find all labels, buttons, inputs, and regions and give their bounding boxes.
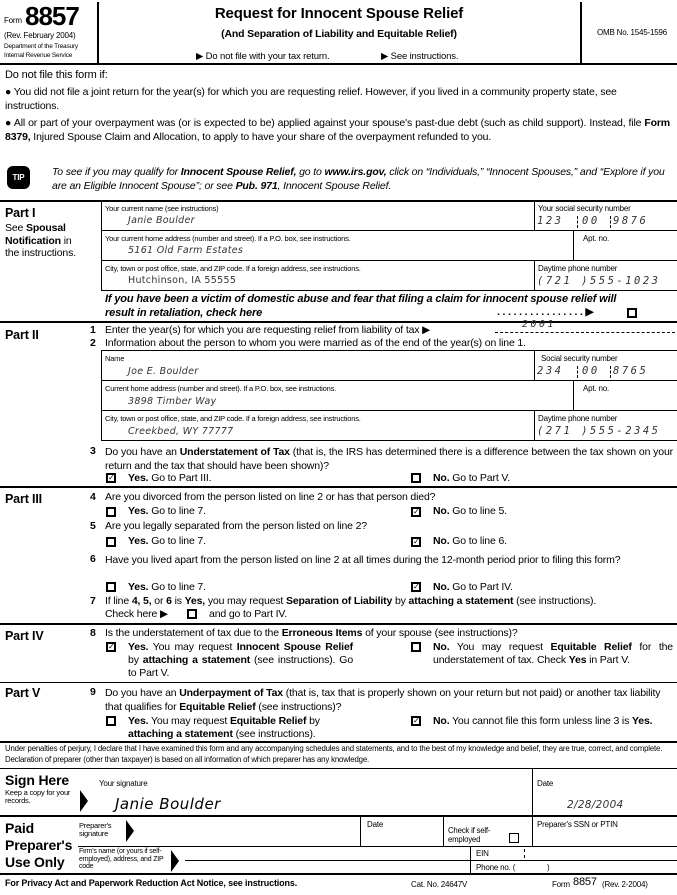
line-9-no-label bbox=[433, 715, 673, 728]
text-segment: Yes. bbox=[128, 472, 149, 484]
text-segment: (see instructions). bbox=[513, 595, 597, 607]
text-segment: No. bbox=[433, 581, 450, 593]
footer-revision: (Rev. 2-2004) bbox=[602, 880, 648, 889]
text-segment: , Innocent Spouse Relief. bbox=[277, 180, 392, 192]
revision: (Rev. February 2004) bbox=[4, 31, 76, 40]
line-4-yes-checkbox[interactable] bbox=[106, 507, 116, 517]
name-field[interactable]: Janie Boulder bbox=[128, 215, 195, 226]
text-segment: is bbox=[171, 595, 185, 607]
irs: Internal Revenue Service bbox=[4, 52, 73, 59]
abuse-leader: . . . . . . . . . . . . . . . . ▶ bbox=[497, 306, 594, 318]
text-segment: Go to line 6. bbox=[449, 535, 507, 547]
text-segment: (that is, the IRS has determined there is a difference between the tax shown on your return and the tax that should have been shown)? bbox=[105, 446, 673, 472]
line-5-no-label bbox=[433, 535, 507, 547]
self-employed-label: Check if self-employed bbox=[448, 826, 491, 844]
text-segment: Yes. bbox=[128, 715, 149, 727]
line-2-text: Information about the person to whom you were married as of the end of the year(s) on line 1. bbox=[105, 337, 526, 349]
line-7-checkbox[interactable] bbox=[187, 609, 197, 619]
spouse-apt-label: Apt. no. bbox=[583, 384, 609, 393]
text-segment: or bbox=[151, 595, 167, 607]
text-segment: go to bbox=[296, 166, 325, 178]
keep-copy-note: Keep a copy for your records. bbox=[5, 788, 71, 805]
line-5-yes-label bbox=[128, 535, 206, 547]
text-segment: Equitable Relief bbox=[550, 641, 632, 653]
text-segment: by bbox=[306, 715, 320, 727]
line-6-no-checkbox[interactable] bbox=[411, 582, 421, 592]
perjury-statement: Under penalties of perjury, I declare that I have examined this form and any accompanying schedules and statements, and to the best of my knowledge and belief, they are true, correct, and complete. Declaration of preparer (other than taxpayer) is based on all information of which preparer has any knowledge. bbox=[5, 744, 663, 764]
text-segment: Go to Part III. bbox=[148, 472, 212, 484]
form-subtitle: (And Separation of Liability and Equitable Relief) bbox=[221, 28, 457, 40]
spouse-phone-field[interactable]: (271 )555-2345 bbox=[537, 425, 661, 437]
text-segment: Go to Part IV. bbox=[449, 581, 513, 593]
text-segment: No. bbox=[433, 472, 450, 484]
text-segment: in the instructions. bbox=[5, 234, 76, 259]
line-3-yes-label bbox=[128, 472, 211, 484]
text-segment: You may request bbox=[148, 641, 237, 653]
text-segment: Yes. bbox=[128, 581, 149, 593]
tip-text bbox=[52, 165, 672, 193]
line-9-no-checkbox[interactable] bbox=[411, 716, 421, 726]
paid-preparer-title: Paid Preparer's Use Only bbox=[5, 820, 73, 870]
text-segment: Separation of Liability bbox=[285, 595, 393, 607]
do-not-file-note: ▶ Do not file with your tax return. bbox=[196, 51, 330, 62]
text-segment: You may request bbox=[449, 641, 551, 653]
city-field[interactable]: Hutchinson, IA 55555 bbox=[128, 275, 237, 286]
spouse-ssn-part1[interactable]: 234 bbox=[537, 365, 564, 377]
part-5-label: Part V bbox=[5, 686, 41, 700]
spouse-ssn-part2[interactable]: 00 bbox=[582, 365, 600, 377]
line-7-check-here: Check here ▶ bbox=[105, 608, 168, 620]
line-6-question: Have you lived apart from the person listed on line 2 at all times during the 12-month period prior to filing this form? bbox=[105, 554, 621, 566]
privacy-notice: For Privacy Act and Paperwork Reduction Act Notice, see instructions. bbox=[5, 878, 298, 888]
text-segment: Equitable Relief bbox=[229, 715, 307, 727]
line-4-no-label bbox=[433, 505, 507, 517]
city-label: City, town or post office, state, and ZIP code. If a foreign address, see instructions. bbox=[105, 264, 361, 273]
preparer-date-label: Date bbox=[367, 820, 384, 829]
text-segment: (see instructions)? bbox=[255, 701, 342, 713]
text-segment: Pub. 971 bbox=[235, 180, 278, 192]
text-segment: Injured Spouse Claim and Allocation, to apply to have your share of the overpayment refunded to you. bbox=[30, 131, 492, 143]
text-segment: Yes. bbox=[128, 505, 149, 517]
text-segment: Underpayment of Tax bbox=[179, 687, 283, 699]
line-9-yes-checkbox[interactable] bbox=[106, 716, 116, 726]
part-1-note bbox=[5, 222, 85, 260]
text-segment: Spousal Notification bbox=[5, 222, 66, 247]
ein-label: EIN bbox=[476, 849, 489, 858]
line-3-yes-checkbox[interactable] bbox=[106, 473, 116, 483]
text-segment: You may request bbox=[148, 715, 230, 727]
text-segment: Yes. bbox=[128, 641, 149, 653]
text-segment: No. bbox=[433, 715, 450, 727]
text-segment: Yes, bbox=[184, 595, 206, 607]
ssn-part1[interactable]: 123 bbox=[537, 215, 564, 227]
self-employed-checkbox[interactable] bbox=[509, 833, 519, 843]
spouse-city-label: City, town or post office, state, and ZIP code. If a foreign address, see instructions. bbox=[105, 414, 361, 423]
text-segment: by bbox=[128, 654, 143, 666]
bullet-overpayment bbox=[5, 116, 670, 144]
line-8-yes-checkbox[interactable] bbox=[106, 642, 116, 652]
line-6-number: 6 bbox=[90, 553, 96, 565]
line-9-yes-label bbox=[128, 715, 363, 741]
line-9-number: 9 bbox=[90, 686, 96, 698]
preparer-phone-label: Phone no. ( bbox=[476, 863, 516, 872]
spouse-name-label: Name bbox=[105, 354, 125, 363]
form-title: Request for Innocent Spouse Relief bbox=[214, 5, 464, 22]
sign-date-label: Date bbox=[537, 779, 554, 788]
part-2-label: Part II bbox=[5, 328, 39, 342]
text-segment: No. bbox=[433, 505, 450, 517]
text-segment: Form 8379, bbox=[5, 117, 670, 143]
text-segment: www.irs.gov, bbox=[324, 166, 387, 178]
text-segment: Erroneous Items bbox=[281, 627, 363, 639]
text-segment: You cannot file this form unless line 3 is bbox=[449, 715, 632, 727]
line-3-no-label bbox=[433, 472, 510, 484]
text-segment: click on “Individuals,” “Innocent Spouses,” and “Explore if you are an Eligible Innocent Spouse”; or see bbox=[52, 166, 665, 192]
ssn-part3[interactable]: 9876 bbox=[613, 215, 649, 227]
text-segment: To see if you may qualify for bbox=[52, 166, 181, 178]
text-segment: Go to line 7. bbox=[148, 581, 206, 593]
form-label: Form bbox=[4, 16, 22, 25]
text-segment: Go to line 7. bbox=[148, 505, 206, 517]
address-label: Your current home address (number and street). If a P.O. box, see instructions. bbox=[105, 234, 351, 243]
text-segment: Do you have an bbox=[105, 687, 180, 699]
sign-here-title: Sign Here bbox=[5, 772, 70, 788]
text-segment: in Part V. bbox=[586, 654, 630, 666]
text-segment: (that is, tax that is properly shown on your return but not paid) or another tax liability that qualifies for bbox=[105, 687, 661, 713]
text-segment: No. bbox=[433, 641, 450, 653]
spouse-phone-label: Daytime phone number bbox=[538, 414, 618, 423]
name-label: Your current name (see instructions) bbox=[105, 204, 219, 213]
abuse-text: If you have been a victim of domestic abuse and fear that filing a claim for innocent spouse relief will result in retaliation, check here bbox=[105, 293, 617, 319]
line-4-question: Are you divorced from the person listed on line 2 or has that person died? bbox=[105, 491, 436, 503]
preparer-signature-label: Preparer's signature bbox=[79, 821, 112, 838]
phone-label: Daytime phone number bbox=[538, 264, 618, 273]
text-segment: (see instructions). bbox=[232, 728, 316, 740]
line-2-number: 2 bbox=[90, 337, 96, 349]
phone-field[interactable]: (721 )555-1023 bbox=[537, 275, 661, 287]
footer-form-label: Form bbox=[552, 880, 570, 889]
line-3-number: 3 bbox=[90, 445, 96, 457]
signature-field[interactable]: Janie Boulder bbox=[115, 795, 221, 813]
preparer-arrow-icon bbox=[126, 820, 134, 842]
line-4-yes-label bbox=[128, 505, 206, 517]
line-3-no-checkbox[interactable] bbox=[411, 473, 421, 483]
text-segment: attaching a statement bbox=[128, 728, 233, 740]
text-segment: attaching a statement bbox=[142, 654, 251, 666]
text-segment: Go to line 5. bbox=[449, 505, 507, 517]
line-4-no-checkbox[interactable] bbox=[411, 507, 421, 517]
line-5-no-checkbox[interactable] bbox=[411, 537, 421, 547]
text-segment: No. bbox=[433, 535, 450, 547]
spouse-ssn-part3[interactable]: 8765 bbox=[613, 365, 649, 377]
line-8-no-label bbox=[433, 641, 673, 667]
text-segment: for the understatement of tax. Check bbox=[433, 641, 673, 666]
address-field[interactable]: 5161 Old Farm Estates bbox=[128, 245, 244, 256]
text-segment: See bbox=[5, 222, 26, 234]
firm-name-label: Firm's name (or yours if self-employed), address, and ZIP code bbox=[79, 848, 164, 870]
spouse-ssn-label: Social security number bbox=[541, 354, 618, 363]
text-segment: If line bbox=[105, 595, 132, 607]
preparer-phone-close: ) bbox=[547, 863, 550, 872]
footer-form-number: 8857 bbox=[573, 876, 597, 888]
do-not-file-heading: Do not file this form if: bbox=[5, 69, 108, 81]
text-segment: Yes bbox=[568, 654, 587, 666]
text-segment: ● All or part of your overpayment was (or is expected to be) applied against your spouse's past-due debt (such as child support). Instead, file bbox=[5, 117, 645, 129]
part-1-label: Part I bbox=[5, 206, 36, 220]
text-segment: 6 bbox=[166, 595, 172, 607]
line-8-yes-label bbox=[128, 641, 353, 680]
line-9-question bbox=[105, 686, 673, 714]
dept: Department of the Treasury bbox=[4, 43, 78, 50]
tax-year-field[interactable]: 2001 bbox=[522, 319, 557, 330]
sign-arrow-icon bbox=[80, 790, 88, 812]
line-3-question bbox=[105, 445, 673, 473]
text-segment: Do you have an bbox=[105, 446, 180, 458]
text-segment: attaching a statement bbox=[408, 595, 514, 607]
part-4-label: Part IV bbox=[5, 629, 44, 643]
text-segment: you may request bbox=[205, 595, 286, 607]
line-6-yes-label bbox=[128, 581, 206, 593]
text-segment: Yes. bbox=[128, 535, 149, 547]
line-6-no-label bbox=[433, 581, 513, 593]
line-4-number: 4 bbox=[90, 491, 96, 503]
spouse-name-field[interactable]: Joe E. Boulder bbox=[128, 366, 199, 377]
text-segment: Is the understatement of tax due to the bbox=[105, 627, 282, 639]
line-5-yes-checkbox[interactable] bbox=[106, 537, 116, 547]
text-segment: Go to Part V. bbox=[449, 472, 511, 484]
catalog-number: Cat. No. 24647V bbox=[411, 880, 468, 889]
text-segment: Yes. bbox=[631, 715, 653, 727]
line-8-question bbox=[105, 627, 518, 639]
spouse-city-field[interactable]: Creekbed, WY 77777 bbox=[128, 426, 234, 437]
bullet-joint-return bbox=[5, 85, 670, 113]
text-segment: Innocent Spouse Relief bbox=[236, 641, 353, 653]
spouse-address-label: Current home address (number and street). If a P.O. box, see instructions. bbox=[105, 384, 337, 393]
line-5-question: Are you legally separated from the person listed on line 2? bbox=[105, 520, 367, 532]
text-segment: by bbox=[392, 595, 409, 607]
line-5-number: 5 bbox=[90, 520, 96, 532]
firm-arrow-icon bbox=[171, 850, 179, 872]
text-segment: ● You did not file a joint return for the year(s) for which you are requesting relief. However, if you lived in a community property state, see instructions. bbox=[5, 86, 617, 112]
text-segment: 4, 5, bbox=[131, 595, 152, 607]
apt-label: Apt. no. bbox=[583, 234, 609, 243]
spouse-address-field[interactable]: 3898 Timber Way bbox=[128, 396, 217, 407]
abuse-checkbox[interactable] bbox=[627, 308, 637, 318]
line-7-number: 7 bbox=[90, 595, 96, 607]
text-segment: Understatement of Tax bbox=[179, 446, 290, 458]
line-7-after: and go to Part IV. bbox=[209, 608, 288, 620]
preparer-ssn-label: Preparer's SSN or PTIN bbox=[537, 820, 618, 829]
signature-label: Your signature bbox=[99, 779, 148, 788]
line-1-text: Enter the year(s) for which you are requesting relief from liability of tax ▶ bbox=[105, 324, 431, 336]
omb-number: OMB No. 1545-1596 bbox=[597, 28, 667, 37]
text-segment: Go to line 7. bbox=[148, 535, 206, 547]
text-segment: Innocent Spouse Relief, bbox=[180, 166, 297, 178]
ssn-part2[interactable]: 00 bbox=[582, 215, 600, 227]
line-6-yes-checkbox[interactable] bbox=[106, 582, 116, 592]
text-segment: of your spouse (see instructions)? bbox=[362, 627, 518, 639]
ssn-label: Your social security number bbox=[538, 204, 631, 213]
line-7-text bbox=[105, 595, 596, 607]
text-segment: (see instructions). Go to Part V. bbox=[128, 654, 354, 679]
line-8-no-checkbox[interactable] bbox=[411, 642, 421, 652]
text-segment: Equitable Relief bbox=[179, 701, 256, 713]
form-number: 8857 bbox=[25, 1, 79, 31]
sign-date-field[interactable]: 2/28/2004 bbox=[567, 799, 624, 811]
part-3-label: Part III bbox=[5, 492, 43, 506]
line-1-number: 1 bbox=[90, 324, 96, 336]
see-instructions-note: ▶ See instructions. bbox=[381, 51, 459, 62]
line-8-number: 8 bbox=[90, 627, 96, 639]
tip-icon: TIP bbox=[7, 166, 30, 189]
